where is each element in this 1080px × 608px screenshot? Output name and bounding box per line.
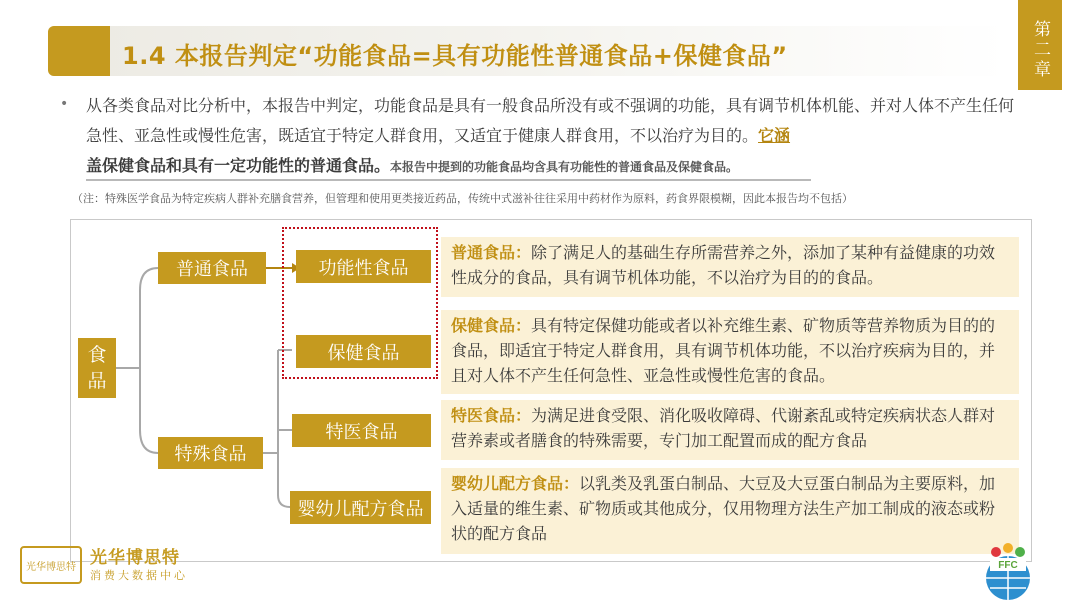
- ordinary-food-description: [441, 237, 1019, 297]
- infant-formula-label: 婴幼儿配方食品: [297, 498, 424, 520]
- page-title: 1.4 本报告判定“功能食品=具有功能性普通食品+保健食品”: [122, 42, 788, 70]
- intro-emphasis-1: 它涵: [758, 126, 791, 145]
- special-food-box: [158, 437, 263, 469]
- company-subtitle: 消费大数据中心: [90, 569, 188, 582]
- intro-emphasis-2: 盖保健食品和具有一定功能性的普通食品。: [86, 156, 391, 175]
- desc-head-ordinary: 普通食品：: [451, 243, 532, 262]
- desc-head-health: 保健食品：: [451, 316, 532, 335]
- special-food-label: 特殊食品: [174, 444, 247, 465]
- medical-food-description: [441, 400, 1019, 460]
- health-food-description: [441, 310, 1019, 394]
- desc-body-health: 具有特定保健功能或者以补充维生素、矿物质等营养物质为目的的食品，即适宜于特定人群食用，具有调节机体功能，不以治疗疾病为目的，并且对人体不产生任何急性、亚急性或慢性危害的食品。: [451, 316, 996, 385]
- desc-body-medical: 为满足进食受限、消化吸收障碍、代谢紊乱或特定疾病状态人群对营养素或者膳食的特殊需要，专门加工配置而成的配方食品: [451, 406, 996, 450]
- functional-food-label: 功能性食品: [318, 257, 409, 279]
- intro-small-note: 本报告中提到的功能食品均含具有功能性的普通食品及保健食品。: [390, 160, 739, 174]
- root-food-box: [78, 338, 116, 398]
- ordinary-food-box: [158, 252, 266, 284]
- medical-food-label: 特医食品: [325, 421, 398, 443]
- logo-mark-text: 光华博思特: [26, 561, 76, 573]
- desc-head-medical: 特医食品：: [451, 406, 532, 425]
- intro-paragraph: [86, 91, 1016, 182]
- bullet-dot-icon: •: [60, 96, 69, 112]
- ffc-logo-text: FFC: [998, 560, 1018, 571]
- medical-food-box: [292, 414, 431, 447]
- company-logo-icon: [20, 546, 82, 584]
- desc-head-infant: 婴幼儿配方食品：: [451, 474, 580, 493]
- desc-body-ordinary: 除了满足人的基础生存所需营养之外，添加了某种有益健康的功效性成分的食品，具有调节机体功能，不以治疗为目的的食品。: [451, 243, 996, 287]
- footnote: （注：特殊医学食品为特定疾病人群补充膳食营养，但管理和使用更类接近药品，传统中式滋补往往采用中药材作为原料，药食界限模糊，因此本报告均不包括）: [72, 192, 853, 205]
- desc-body-infant: 以乳类及乳蛋白制品、大豆及大豆蛋白制品为主要原料，加入适量的维生素、矿物质或其他成分，仅用物理方法生产加工制成的液态或粉状的配方食品: [451, 474, 996, 543]
- company-name: 光华博思特: [90, 548, 180, 568]
- chapter-tab[interactable]: 第二章: [1018, 0, 1062, 90]
- ordinary-food-label: 普通食品: [176, 259, 248, 280]
- infant-formula-description: [441, 468, 1019, 554]
- infant-formula-box: [290, 491, 431, 524]
- divider: [86, 179, 811, 181]
- health-food-box: [296, 335, 431, 368]
- functional-food-box: [296, 250, 431, 283]
- title-accent-block: [48, 26, 110, 76]
- intro-text: 从各类食品对比分析中，本报告中判定，功能食品是具有一般食品所没有或不强调的功能，具有调节机体机能、并对人体不产生任何急性、亚急性或慢性危害，既适宜于特定人群食用，又适宜于健康人群食用，不以治疗为目的。: [86, 96, 1015, 145]
- ffc-logo-icon: [976, 540, 1040, 602]
- health-food-label: 保健食品: [327, 342, 400, 364]
- root-food-label: 食品: [87, 344, 107, 392]
